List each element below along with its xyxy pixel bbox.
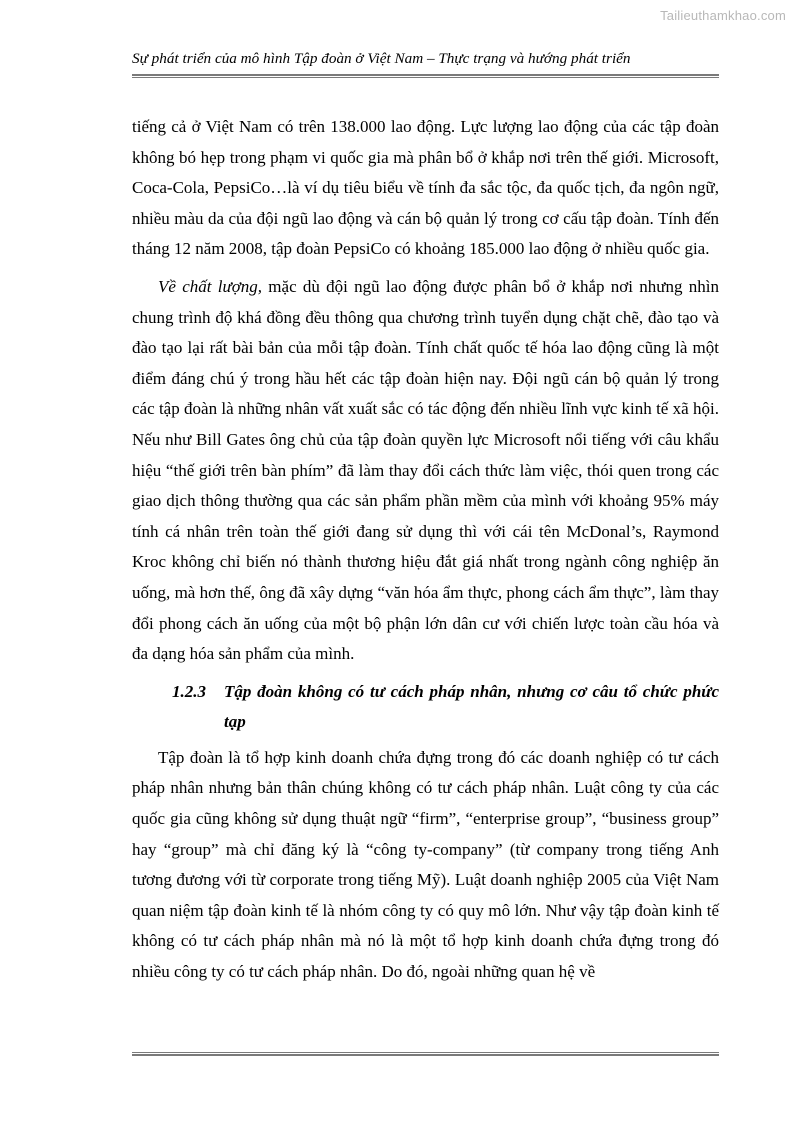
footer-divider xyxy=(132,1052,719,1056)
paragraph-lead-italic: Về chất lượng, xyxy=(158,276,263,296)
watermark: Tailieuthamkhao.com xyxy=(660,8,786,23)
paragraph-quality xyxy=(132,272,719,670)
section-heading xyxy=(132,677,719,738)
page-body xyxy=(132,112,719,995)
paragraph-text: mặc dù đội ngũ lao động được phân bổ ở khắp nơi nhưng nhìn chung trình độ khá đồng đều thông qua chương trình tuyển dụng chặt chẽ, đào tạo và đào tạo lại rất bài bản của mỗi tập đoàn. Tính chất quốc tế hóa lao động cũng là một điểm đáng chú ý trong hầu hết các tập đoàn hiện nay. Đội ngũ cán bộ quản lý trong các tập đoàn là những nhân vất xuất sắc có tác động đến nhiều lĩnh vực kinh tế xã hội. Nếu như Bill Gates ông chủ của tập đoàn quyền lực Microsoft nổi tiếng với câu khẩu hiệu “thế giới trên bàn phím” đã làm thay đổi cách thức làm việc, thói quen trong các giao dịch thông thường qua các sản phẩm phần mềm của mình với khoảng 95% máy tính cá nhân trên toàn thế giới đang sử dụng thì với cái tên McDonal’s, Raymond Kroc không chỉ biến nó thành thương hiệu đắt giá nhất trong ngành công nghiệp ăn uống, mà hơn thế, ông đã xây dựng “văn hóa ẩm thực, phong cách ẩm thực”, làm thay đổi phong cách ăn uống của một bộ phận lớn dân cư với chiến lược toàn cầu hóa và đa dạng hóa sản phẩm của mình. xyxy=(132,276,719,664)
running-header: Sự phát triển của mô hình Tập đoàn ở Việt Nam – Thực trạng và hướng phát triển xyxy=(132,50,631,67)
section-number: 1.2.3 xyxy=(172,681,206,701)
section-title: Tập đoàn không có tư cách pháp nhân, nhưng cơ câu tổ chức phức tạp xyxy=(224,681,719,732)
header-divider xyxy=(132,74,719,78)
paragraph-group-legal: Tập đoàn là tổ hợp kinh doanh chứa đựng trong đó các doanh nghiệp có tư cách pháp nhân nhưng bản thân chúng không có tư cách pháp nhân. Luật công ty của các quốc gia cũng không sử dụng thuật ngữ “firm”, “enterprise group”, “business group” hay “group” mà chỉ đăng ký là “công ty-company” (từ company trong tiếng Anh tương đương với từ corporate trong tiếng Mỹ). Luật doanh nghiệp 2005 của Việt Nam quan niệm tập đoàn kinh tế là nhóm công ty có quy mô lớn. Như vậy tập đoàn kinh tế không có tư cách pháp nhân mà nó là một tổ hợp kinh doanh chứa đựng trong đó nhiều công ty có tư cách pháp nhân. Do đó, ngoài những quan hệ về xyxy=(132,747,719,982)
paragraph-continued: tiếng cả ở Việt Nam có trên 138.000 lao động. Lực lượng lao động của các tập đoàn không bó hẹp trong phạm vi quốc gia mà phân bổ ở khắp nơi trên thế giới. Microsoft, Coca-Cola, PepsiCo…là ví dụ tiêu biểu về tính đa sắc tộc, đa quốc tịch, đa ngôn ngữ, nhiều màu da của đội ngũ lao động và cán bộ quản lý trong cơ cấu tập đoàn. Tính đến tháng 12 năm 2008, tập đoàn PepsiCo có khoảng 185.000 lao động ở nhiều quốc gia. xyxy=(132,117,719,259)
